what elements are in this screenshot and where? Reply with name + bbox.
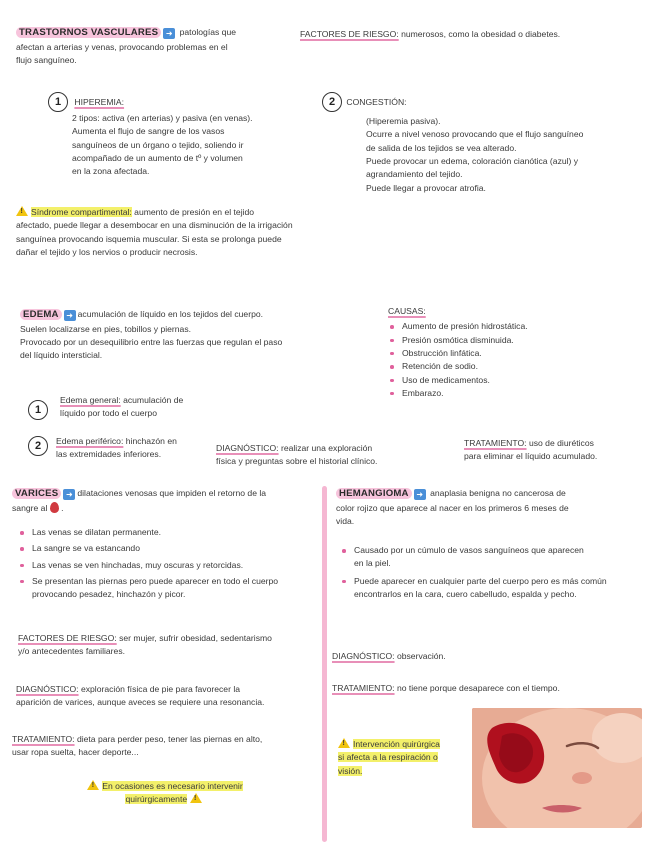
varices-diag-label: DIAGNÓSTICO: xyxy=(16,684,79,694)
edema-causas-title: CAUSAS: xyxy=(388,306,426,316)
hemangioma-text3: vida. xyxy=(336,516,355,527)
varices-riesgo-text1: ser mujer, sufrir obesidad, sedentarismo xyxy=(119,633,272,643)
hiperemia-body xyxy=(72,112,302,179)
varices-title: VARICES xyxy=(12,488,61,499)
number-2-icon: 2 xyxy=(322,92,342,112)
edema-periferico-num xyxy=(28,436,48,456)
column-divider xyxy=(322,486,327,842)
list-item: Se presentan las piernas pero puede aparecer en todo el cuerpo provocando pesadez, hinchazón y picor. xyxy=(18,575,318,602)
hemangioma-warning xyxy=(338,738,468,778)
compartimental-text3: sanguínea provocando isquemia muscular. Si esta se prolonga puede xyxy=(16,233,282,244)
edema-general xyxy=(60,394,230,421)
edema-trat-text1: uso de diuréticos xyxy=(528,438,594,448)
list-item: Retención de sodio. xyxy=(388,360,608,373)
hemangioma-text2: color rojizo que aparece al nacer en los primeros 6 meses de xyxy=(336,502,569,513)
tv-title: TRASTORNOS VASCULARES xyxy=(16,27,161,38)
hemangioma-intro xyxy=(336,487,646,528)
edema-diag-label: DIAGNÓSTICO: xyxy=(216,443,279,453)
blood-drop-icon xyxy=(50,502,59,513)
hemangioma-diagnostico xyxy=(332,650,632,663)
hemangioma-title: HEMANGIOMA xyxy=(336,488,412,499)
varices-riesgo xyxy=(18,632,323,659)
tv-text3: flujo sanguíneo. xyxy=(16,55,77,66)
edema-diag-text2: física y preguntas sobre el historial clínico. xyxy=(216,456,378,467)
hemangioma-list xyxy=(340,544,625,601)
list-item: Puede aparecer en cualquier parte del cuerpo pero es más común encontrarlos en la cara, cuero cabelludo, espalda y pecho. xyxy=(340,575,625,602)
edema-diagnostico xyxy=(216,442,416,469)
tv-text1: patologías que xyxy=(179,27,237,37)
list-item: La sangre se va estancando xyxy=(18,542,318,555)
varices-list xyxy=(18,526,318,602)
edema-general-text2: líquido por todo el cuerpo xyxy=(60,408,157,419)
edema-periferico-text2: las extremidades inferiores. xyxy=(56,449,162,460)
hiperemia-line: Aumenta el flujo de sangre de los vasos xyxy=(72,126,225,137)
number-1-icon: 1 xyxy=(48,92,68,112)
hiperemia-title: HIPEREMIA: xyxy=(74,97,125,107)
varices-warning xyxy=(40,780,290,807)
hemangioma-text1: anaplasia benigna no cancerosa de xyxy=(430,488,566,498)
warning-icon xyxy=(190,793,202,803)
varices-diag-text1: exploración física de pie para favorecer la xyxy=(80,684,241,694)
arrow-right-icon: ➜ xyxy=(64,310,76,321)
hemangioma-diag-label: DIAGNÓSTICO: xyxy=(332,651,395,661)
number-2-icon: 2 xyxy=(28,436,48,456)
hiperemia-heading xyxy=(48,92,124,112)
hemangioma-trat-text: no tiene porque desaparece con el tiempo. xyxy=(396,683,560,693)
compartimental-label: Síndrome compartimental: xyxy=(31,207,132,217)
edema-trat-label: TRATAMIENTO: xyxy=(464,438,527,448)
edema-periferico-label: Edema periférico: xyxy=(56,436,124,446)
hemangioma-warn-text2: si afecta a la respiración o xyxy=(338,752,438,763)
tv-riesgo-text: numerosos, como la obesidad o diabetes. xyxy=(401,29,561,39)
varices-trat-text1: dieta para perder peso, tener las piernas en alto, xyxy=(76,734,263,744)
compartimental-note xyxy=(16,206,334,259)
congestion-heading xyxy=(322,92,407,112)
number-1-icon: 1 xyxy=(28,400,48,420)
list-item: Aumento de presión hidrostática. xyxy=(388,320,608,333)
edema-text1: acumulación de líquido en los tejidos del cuerpo. xyxy=(77,309,264,319)
tv-riesgo xyxy=(300,28,640,41)
edema-title: EDEMA xyxy=(20,309,62,320)
list-item: Las venas se ven hinchadas, muy oscuras y retorcidas. xyxy=(18,559,318,572)
edema-text4: del líquido intersticial. xyxy=(20,350,103,361)
edema-diag-text1: realizar una exploración xyxy=(280,443,373,453)
hemangioma-tratamiento xyxy=(332,682,642,695)
compartimental-text2: afectado, puede llegar a desembocar en una disminución de la irrigación xyxy=(16,220,293,231)
varices-warn-text2: quirúrgicamente xyxy=(125,794,188,805)
edema-general-text1: acumulación de xyxy=(123,395,184,405)
list-item: Obstrucción linfática. xyxy=(388,347,608,360)
arrow-right-icon: ➜ xyxy=(63,489,75,500)
edema-text2: Suelen localizarse en pies, tobillos y piernas. xyxy=(20,323,192,334)
edema-text3: Provocado por un desequilibrio entre las fuerzas que regulan el paso xyxy=(20,337,283,348)
hemangioma-diag-text: observación. xyxy=(396,651,446,661)
baby-face-illustration xyxy=(472,708,642,828)
varices-tratamiento xyxy=(12,733,322,760)
edema-causas-list xyxy=(388,320,608,400)
congestion-line: Puede provocar un edema, coloración cianótica (azul) y xyxy=(366,155,579,166)
congestion-line: agrandamiento del tejido. xyxy=(366,169,463,180)
varices-diagnostico xyxy=(16,683,321,710)
congestion-body xyxy=(366,115,646,195)
edema-periferico xyxy=(56,435,226,462)
hiperemia-line: acompañado de un aumento de tº y volumen xyxy=(72,152,243,163)
tv-text2: afectan a arterias y venas, provocando problemas en el xyxy=(16,41,228,52)
varices-riesgo-text2: y/o antecedentes familiares. xyxy=(18,646,126,657)
compartimental-text4: dañar el tejido y los nervios o producir necrosis. xyxy=(16,246,198,257)
edema-periferico-text1: hinchazón en xyxy=(125,436,177,446)
varices-warn-text1: En ocasiones es necesario intervenir xyxy=(102,781,243,791)
baby-hemangioma-photo xyxy=(472,708,642,828)
congestion-line: (Hiperemia pasiva). xyxy=(366,116,441,126)
warning-icon xyxy=(338,738,350,748)
edema-tratamiento xyxy=(464,437,650,464)
list-item: Las venas se dilatan permanente. xyxy=(18,526,318,539)
congestion-line: de salida de los tejidos se vea alterado. xyxy=(366,142,517,153)
varices-trat-label: TRATAMIENTO: xyxy=(12,734,75,744)
list-item: Uso de medicamentos. xyxy=(388,374,608,387)
hemangioma-warn-text1: Intervención quirúrgica xyxy=(353,739,440,749)
congestion-line: Puede llegar a provocar atrofia. xyxy=(366,182,486,193)
varices-intro: VARICES ➜ dilataciones venosas que impiden el retorno de la sangre al . xyxy=(12,488,267,513)
hiperemia-line: en la zona afectada. xyxy=(72,166,150,177)
varices-riesgo-label: FACTORES DE RIESGO: xyxy=(18,633,117,643)
edema-general-num xyxy=(28,400,48,420)
varices-trat-text2: usar ropa suelta, hacer deporte... xyxy=(12,747,139,758)
tv-riesgo-label: FACTORES DE RIESGO: xyxy=(300,29,399,39)
edema-general-label: Edema general: xyxy=(60,395,121,405)
warning-icon xyxy=(87,780,99,790)
edema-trat-text2: para eliminar el líquido acumulado. xyxy=(464,451,598,462)
congestion-line: Ocurre a nivel venoso provocando que el flujo sanguíneo xyxy=(366,129,584,140)
varices-text2: sangre al xyxy=(12,502,48,513)
arrow-right-icon: ➜ xyxy=(414,489,426,500)
list-item: Presión osmótica disminuida. xyxy=(388,334,608,347)
warning-icon xyxy=(16,206,28,216)
tv-intro xyxy=(16,26,301,67)
list-item: Embarazo. xyxy=(388,387,608,400)
congestion-title: CONGESTIÓN: xyxy=(346,97,407,107)
hiperemia-line: 2 tipos: activa (en arterias) y pasiva (en venas). xyxy=(72,113,253,123)
hemangioma-trat-label: TRATAMIENTO: xyxy=(332,683,395,693)
edema-intro xyxy=(20,308,340,363)
varices-text1: dilataciones venosas que impiden el retorno de la xyxy=(77,488,267,498)
hemangioma-warn-text3: visión. xyxy=(338,765,363,776)
varices-diag-text2: aparición de varices, aunque aveces se requiere una resonancia. xyxy=(16,697,265,708)
compartimental-text1: aumento de presión en el tejido xyxy=(134,207,255,217)
arrow-right-icon: ➜ xyxy=(163,28,175,39)
edema-causas xyxy=(388,305,608,400)
list-item: Causado por un cúmulo de vasos sanguíneos que aparecen en la piel. xyxy=(340,544,625,571)
hiperemia-line: sanguíneos de un órgano o tejido, soliendo ir xyxy=(72,139,244,150)
